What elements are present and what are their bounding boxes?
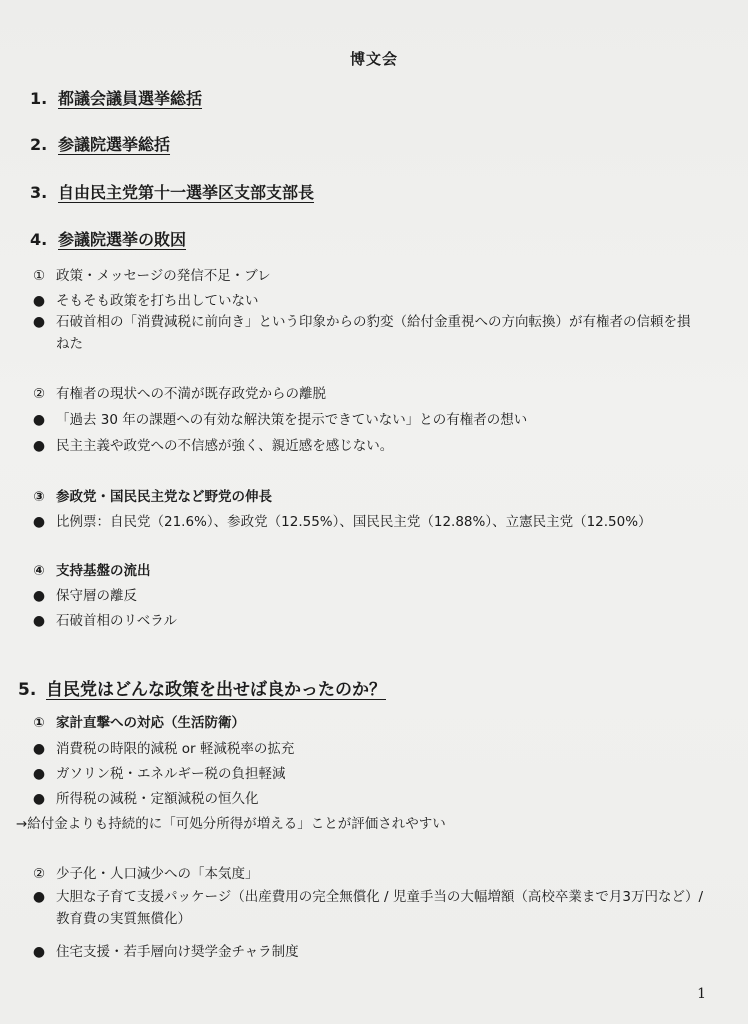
section-number: 3. xyxy=(30,183,48,202)
list-item-text: 比例票：自民党（21.6%）、参政党（12.55%）、国民民主党（12.88%）、立憲民主党（12.50%） xyxy=(56,514,652,530)
s5-item-1-title xyxy=(22,711,722,731)
list-item-text: そもそも政策を打ち出していない xyxy=(56,293,259,309)
section-number: 5. xyxy=(18,680,37,700)
list-item xyxy=(22,787,722,807)
bullet-icon: ● xyxy=(32,791,46,807)
item-title: 家計直撃への対応（生活防衛） xyxy=(56,715,245,731)
summary-note: →給付金よりも持続的に「可処分所得が増える」ことが評価されやすい xyxy=(16,816,446,832)
section-4-heading xyxy=(30,227,186,250)
item-title: 参政党・国民民主党など野党の伸長 xyxy=(56,489,272,505)
list-item xyxy=(22,584,722,604)
section-title: 自民党はどんな政策を出せば良かったのか？ xyxy=(46,680,386,700)
s4-item-1-title xyxy=(22,264,722,284)
list-item-text: 消費税の時限的減税 or 軽減税率の拡充 xyxy=(56,741,295,757)
s4-item-4-title xyxy=(22,559,722,579)
bullet-icon: ● xyxy=(32,314,46,330)
list-item xyxy=(22,886,712,930)
section-title: 参議院選挙総括 xyxy=(58,135,171,154)
item-title: 有権者の現状への不満が既存政党からの離脱 xyxy=(56,386,326,402)
bullet-icon: ● xyxy=(32,766,46,782)
list-item xyxy=(22,289,722,309)
list-item xyxy=(22,737,722,757)
s5-item-2-title xyxy=(22,862,722,882)
section-title: 参議院選挙の敗因 xyxy=(58,230,187,249)
list-item-text: 大胆な子育て支援パッケージ（出産費用の完全無償化 / 児童手当の大幅増額（高校卒業まで月3万円など）/ 教育費の実質無償化） xyxy=(56,889,703,927)
item-title: 支持基盤の流出 xyxy=(56,563,151,579)
list-item-text: 保守層の離反 xyxy=(56,588,137,604)
list-item-text: 所得税の減税・定額減税の恒久化 xyxy=(56,791,259,807)
list-item-text: 住宅支援・若手層向け奨学金チャラ制度 xyxy=(56,944,299,960)
list-item xyxy=(22,408,722,428)
list-item xyxy=(22,609,722,629)
list-item-text: 民主主義や政党への不信感が強く、親近感を感じない。 xyxy=(56,438,394,454)
circled-number: ① xyxy=(32,268,46,284)
section-3-heading xyxy=(30,180,314,203)
bullet-icon: ● xyxy=(32,514,46,530)
circled-number: ① xyxy=(33,715,45,731)
document-title: 博文会 xyxy=(349,50,398,68)
list-item xyxy=(22,940,722,960)
s4-item-2-title xyxy=(22,382,722,402)
list-item xyxy=(22,510,722,530)
bullet-icon: ● xyxy=(32,293,46,309)
item-title: 少子化・人口減少への「本気度」 xyxy=(56,866,259,882)
section-number: 1. xyxy=(30,89,48,108)
bullet-icon: ● xyxy=(32,889,46,905)
bullet-icon: ● xyxy=(32,588,46,604)
section-1-heading xyxy=(30,86,202,109)
bullet-icon: ● xyxy=(32,412,46,428)
circled-number: ② xyxy=(32,386,46,402)
section-2-heading xyxy=(30,132,170,155)
s4-item-3-title xyxy=(22,485,722,505)
list-item-text: 石破首相の「消費減税に前向き」という印象からの豹変（給付金重視への方向転換）が有権者の信頼を損ねた xyxy=(56,314,691,352)
list-item xyxy=(22,762,722,782)
list-item-text: 石破首相のリベラル xyxy=(56,613,177,629)
list-item xyxy=(22,434,722,454)
circled-number: ③ xyxy=(33,489,45,505)
circled-number: ② xyxy=(32,866,46,882)
section-number: 2. xyxy=(30,135,48,154)
section-title: 自由民主党第十一選挙区支部支部長 xyxy=(58,183,315,202)
page-number: 1 xyxy=(697,986,706,1002)
list-item-text: 「過去 30 年の課題への有効な解決策を提示できていない」との有権者の想い xyxy=(56,412,528,428)
bullet-icon: ● xyxy=(32,438,46,454)
section-number: 4. xyxy=(30,230,48,249)
list-item xyxy=(22,311,692,355)
item-title: 政策・メッセージの発信不足・ブレ xyxy=(56,268,271,284)
section-5-heading xyxy=(18,675,386,700)
bullet-icon: ● xyxy=(32,741,46,757)
bullet-icon: ● xyxy=(32,613,46,629)
circled-number: ④ xyxy=(33,563,45,579)
section-title: 都議会議員選挙総括 xyxy=(58,89,203,108)
list-item-text: ガソリン税・エネルギー税の負担軽減 xyxy=(56,766,286,782)
bullet-icon: ● xyxy=(32,944,46,960)
